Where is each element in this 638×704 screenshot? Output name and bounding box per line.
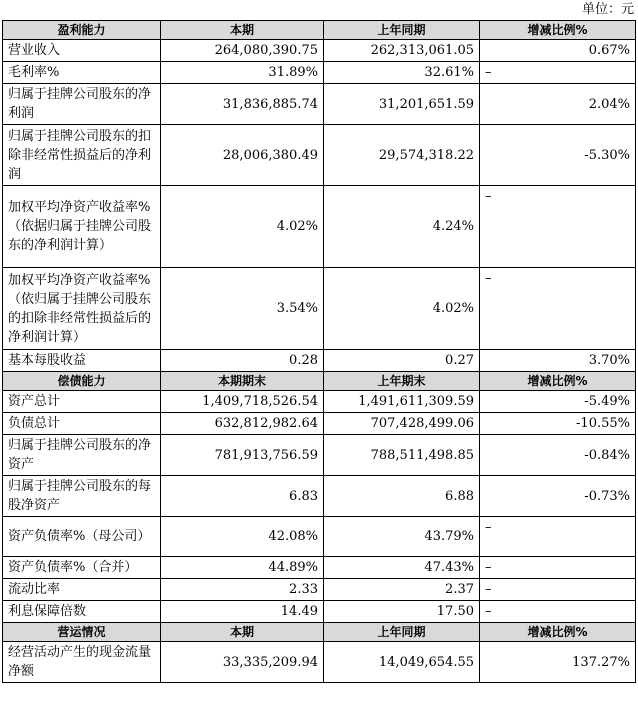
section-header-operations	[3, 623, 636, 642]
change-value: -0.84%	[480, 435, 636, 476]
current-value: 4.02%	[161, 186, 324, 268]
table-row	[3, 125, 636, 186]
prior-value: 707,428,499.06	[324, 413, 480, 435]
change-value: –	[480, 601, 636, 623]
header-cell-category: 营运情况	[3, 623, 161, 642]
table-body	[3, 21, 636, 683]
header-cell-current: 本期期末	[161, 372, 324, 391]
current-value: 632,812,982.64	[161, 413, 324, 435]
section-header-profitability	[3, 21, 636, 40]
table-row	[3, 391, 636, 413]
change-value: -10.55%	[480, 413, 636, 435]
header-cell-category: 偿债能力	[3, 372, 161, 391]
row-label: 资产负债率%（母公司）	[3, 517, 161, 557]
change-value: –	[480, 268, 636, 350]
prior-value: 47.43%	[324, 557, 480, 579]
table-row	[3, 557, 636, 579]
row-label: 归属于挂牌公司股东的每股净资产	[3, 476, 161, 517]
row-label: 营业收入	[3, 40, 161, 62]
change-value: -5.49%	[480, 391, 636, 413]
table-row	[3, 350, 636, 372]
row-label: 资产总计	[3, 391, 161, 413]
change-value: 2.04%	[480, 84, 636, 125]
header-cell-change: 增减比例%	[480, 623, 636, 642]
current-value: 42.08%	[161, 517, 324, 557]
prior-value: 0.27	[324, 350, 480, 372]
header-cell-change: 增减比例%	[480, 372, 636, 391]
table-row	[3, 435, 636, 476]
change-value: –	[480, 62, 636, 84]
change-value: –	[480, 579, 636, 601]
current-value: 14.49	[161, 601, 324, 623]
change-value: 0.67%	[480, 40, 636, 62]
current-value: 781,913,756.59	[161, 435, 324, 476]
row-label: 毛利率%	[3, 62, 161, 84]
row-label: 归属于挂牌公司股东的净利润	[3, 84, 161, 125]
current-value: 3.54%	[161, 268, 324, 350]
table-row	[3, 517, 636, 557]
change-value: 3.70%	[480, 350, 636, 372]
row-label: 负债总计	[3, 413, 161, 435]
change-value: 137.27%	[480, 642, 636, 683]
prior-value: 262,313,061.05	[324, 40, 480, 62]
header-cell-current: 本期	[161, 623, 324, 642]
row-label: 归属于挂牌公司股东的扣除非经常性损益后的净利润	[3, 125, 161, 186]
prior-value: 31,201,651.59	[324, 84, 480, 125]
row-label: 加权平均净资产收益率%（依归属于挂牌公司股东的扣除非经常性损益后的净利润计算）	[3, 268, 161, 350]
prior-value: 17.50	[324, 601, 480, 623]
current-value: 264,080,390.75	[161, 40, 324, 62]
change-value: –	[480, 557, 636, 579]
table-row	[3, 186, 636, 268]
prior-value: 4.02%	[324, 268, 480, 350]
prior-value: 1,491,611,309.59	[324, 391, 480, 413]
header-cell-prior: 上年期末	[324, 372, 480, 391]
section-header-solvency	[3, 372, 636, 391]
current-value: 31.89%	[161, 62, 324, 84]
prior-value: 4.24%	[324, 186, 480, 268]
row-label: 流动比率	[3, 579, 161, 601]
current-value: 1,409,718,526.54	[161, 391, 324, 413]
change-value: -0.73%	[480, 476, 636, 517]
header-cell-current: 本期	[161, 21, 324, 40]
current-value: 2.33	[161, 579, 324, 601]
row-label: 归属于挂牌公司股东的净资产	[3, 435, 161, 476]
row-label: 基本每股收益	[3, 350, 161, 372]
header-cell-change: 增减比例%	[480, 21, 636, 40]
prior-value: 29,574,318.22	[324, 125, 480, 186]
current-value: 28,006,380.49	[161, 125, 324, 186]
header-cell-category: 盈利能力	[3, 21, 161, 40]
table-row	[3, 84, 636, 125]
table-row	[3, 579, 636, 601]
prior-value: 6.88	[324, 476, 480, 517]
table-row	[3, 268, 636, 350]
prior-value: 788,511,498.85	[324, 435, 480, 476]
prior-value: 14,049,654.55	[324, 642, 480, 683]
table-row	[3, 601, 636, 623]
row-label: 资产负债率%（合并）	[3, 557, 161, 579]
table-row	[3, 476, 636, 517]
table-row	[3, 62, 636, 84]
prior-value: 43.79%	[324, 517, 480, 557]
current-value: 44.89%	[161, 557, 324, 579]
row-label: 利息保障倍数	[3, 601, 161, 623]
change-value: –	[480, 517, 636, 557]
prior-value: 32.61%	[324, 62, 480, 84]
header-cell-prior: 上年同期	[324, 21, 480, 40]
table-row	[3, 642, 636, 683]
table-row	[3, 40, 636, 62]
prior-value: 2.37	[324, 579, 480, 601]
unit-label: 单位：元	[581, 2, 634, 17]
row-label: 加权平均净资产收益率%（依据归属于挂牌公司股东的净利润计算）	[3, 186, 161, 268]
current-value: 0.28	[161, 350, 324, 372]
financial-indicators-table	[2, 20, 636, 683]
table-row	[3, 413, 636, 435]
change-value: -5.30%	[480, 125, 636, 186]
current-value: 33,335,209.94	[161, 642, 324, 683]
current-value: 6.83	[161, 476, 324, 517]
row-label: 经营活动产生的现金流量净额	[3, 642, 161, 683]
current-value: 31,836,885.74	[161, 84, 324, 125]
header-cell-prior: 上年同期	[324, 623, 480, 642]
change-value: –	[480, 186, 636, 268]
